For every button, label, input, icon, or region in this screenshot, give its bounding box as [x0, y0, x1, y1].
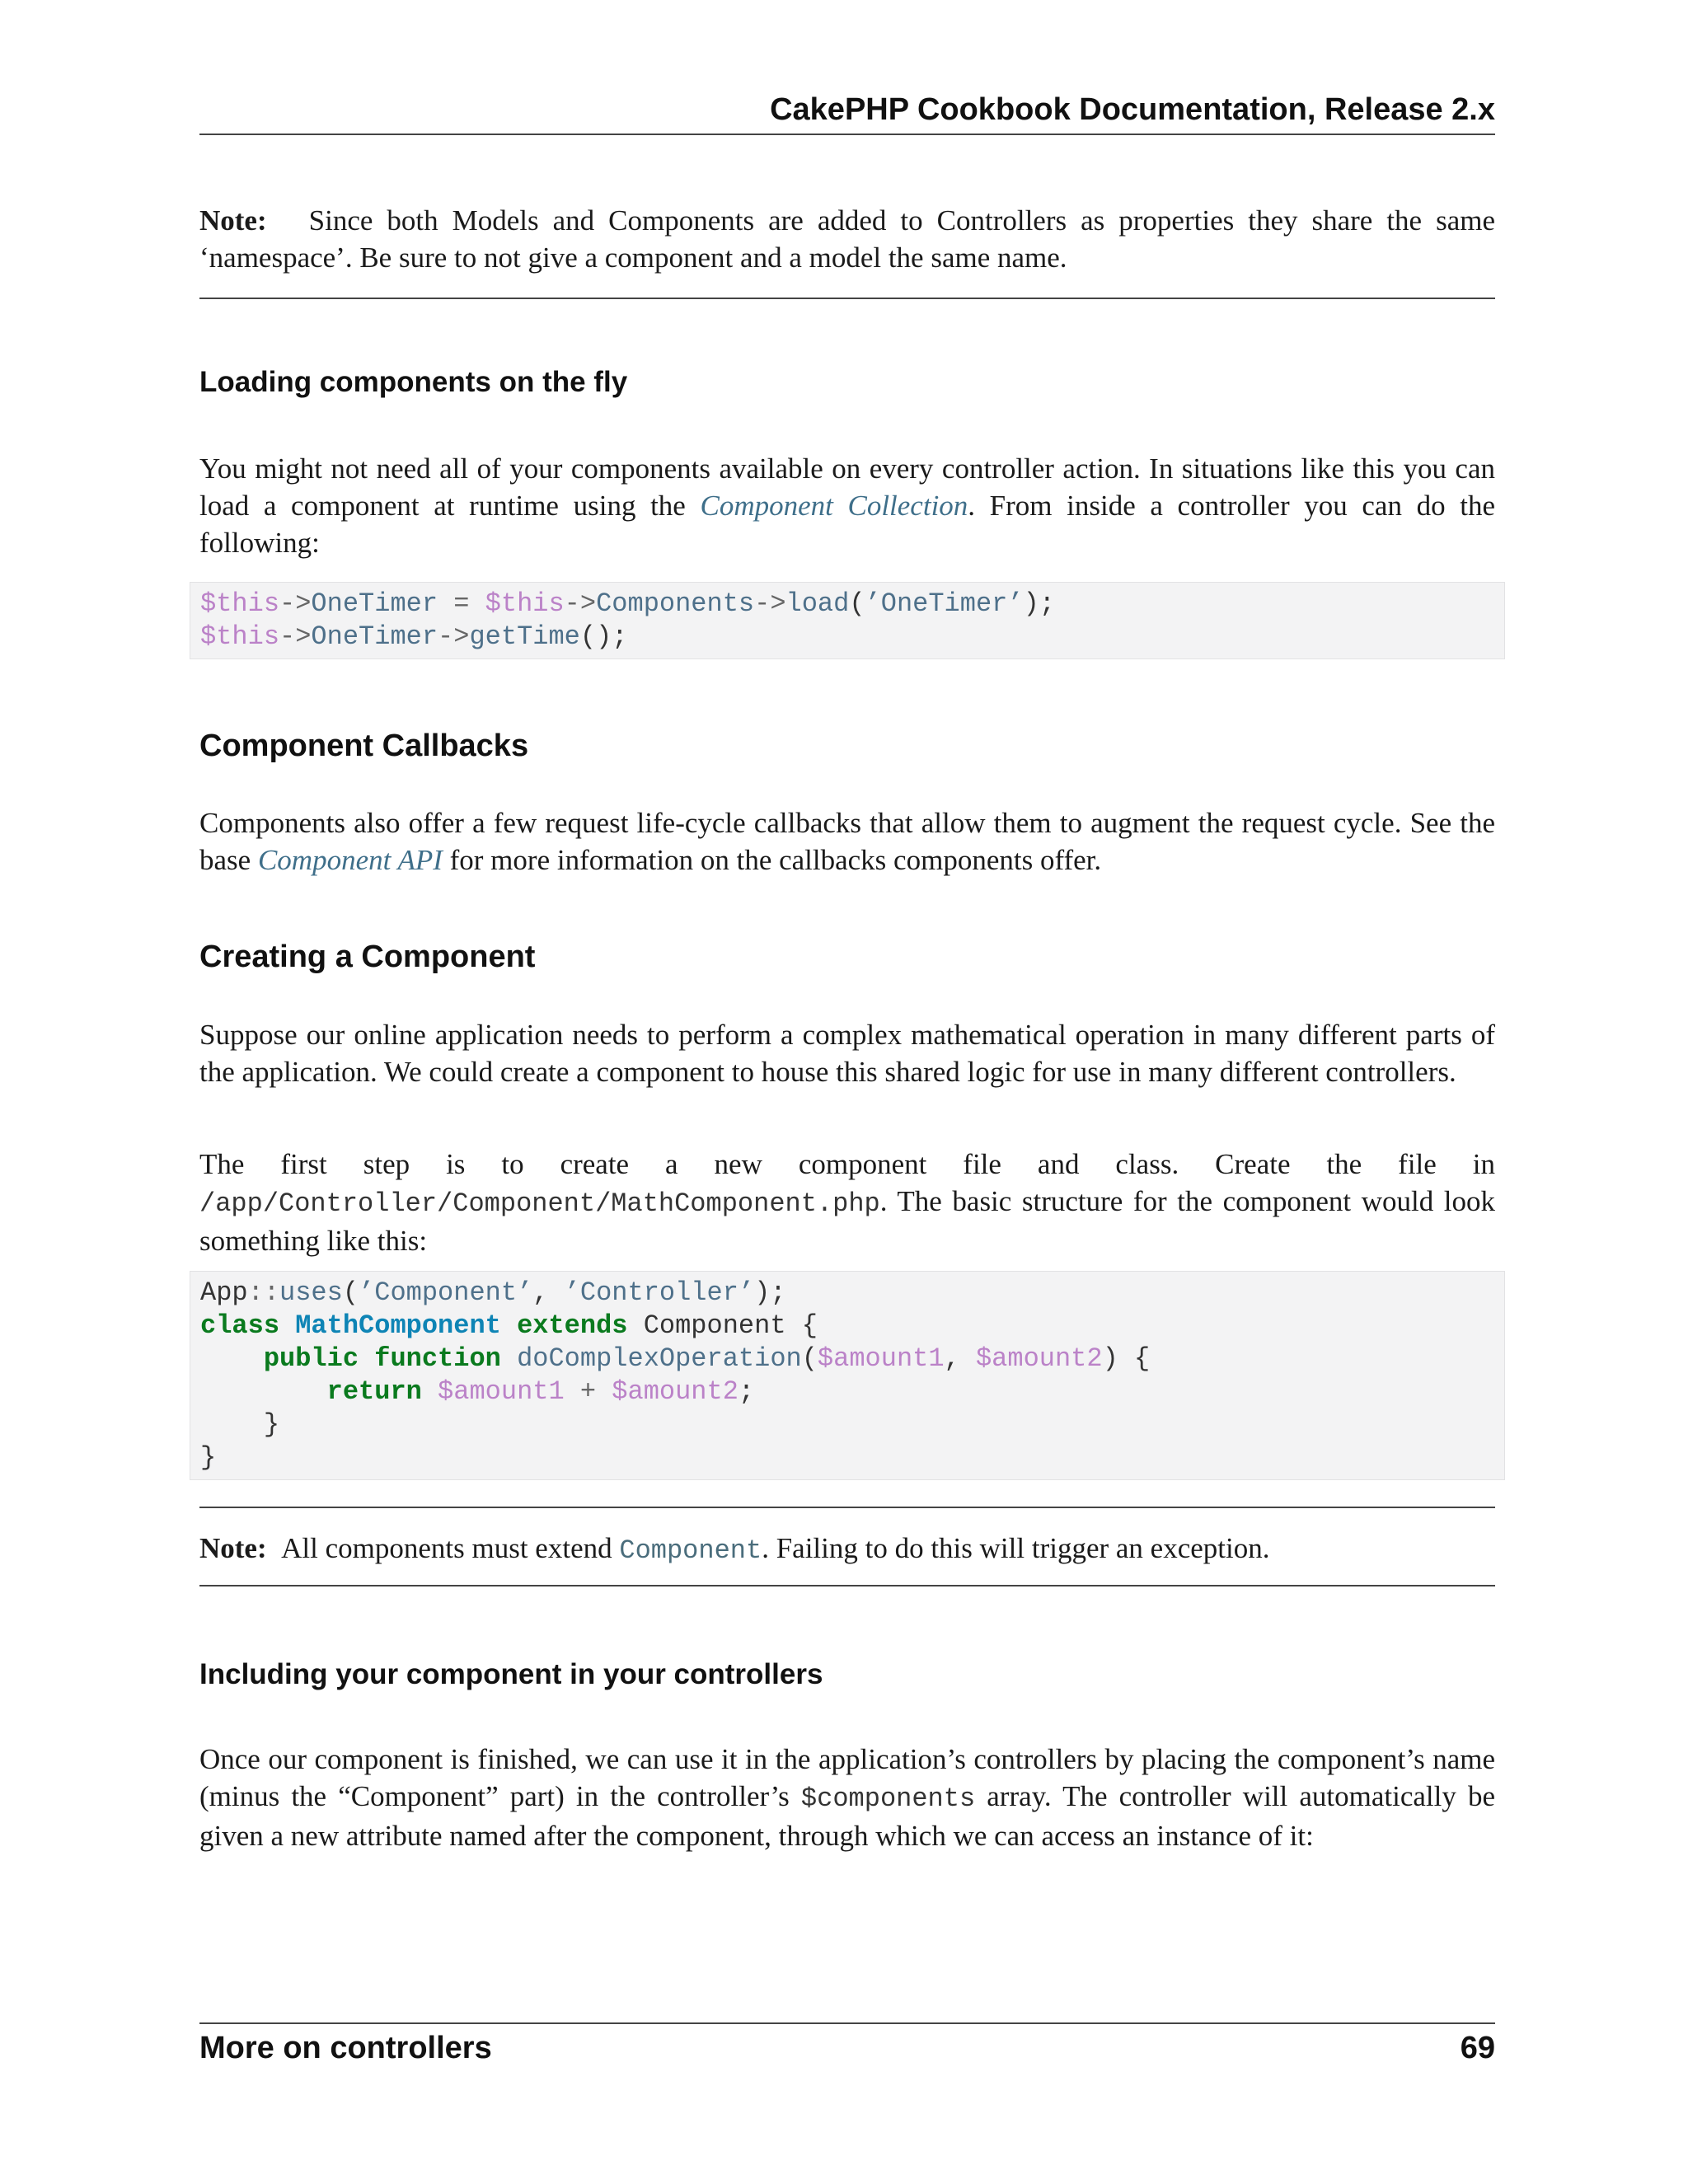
- file-path-code: /app/Controller/Component/MathComponent.php: [199, 1188, 880, 1219]
- note-rule: [199, 298, 1495, 299]
- note-box-extend-component: [199, 1530, 1495, 1569]
- footer-section-title: More on controllers: [199, 2031, 492, 2065]
- paragraph-text: Once our component is finished, we can use it in the application’s controllers by placing the component’s name (minus the “Component” part) in the controller’s: [199, 1743, 1495, 1812]
- note-label: Note:: [199, 204, 267, 237]
- note-text: All components must extend: [281, 1532, 620, 1564]
- component-collection-link[interactable]: Component Collection: [700, 490, 968, 522]
- note-box-namespace: [199, 202, 1495, 276]
- section-heading-including-component: Including your component in your controllers: [199, 1658, 823, 1690]
- section-heading-component-callbacks: Component Callbacks: [199, 729, 529, 763]
- components-array-code: $components: [800, 1783, 976, 1814]
- component-class-code: Component: [619, 1535, 762, 1566]
- running-footer: [199, 2031, 1495, 2066]
- paragraph-creating-steps: [199, 1146, 1495, 1259]
- code-block-math-component: App::uses(’Component’, ’Controller’); class MathComponent extends Component { public function doComplexOperation($amount1, $amount2) { return $amount1 + $amount2; } }: [190, 1271, 1505, 1480]
- paragraph-text: The first step is to create a new component file and class. Create the file in: [199, 1148, 1495, 1180]
- paragraph-text: . From inside a controller you can do the following:: [199, 490, 1495, 559]
- paragraph-text: array. The controller will automatically be given a new attribute named after the component, through which we can access an instance of it:: [199, 1780, 1495, 1852]
- running-header: CakePHP Cookbook Documentation, Release 2.x: [770, 92, 1495, 127]
- paragraph-text: You might not need all of your components available on every controller action. In situations like this you can load a component at runtime using the: [199, 452, 1495, 522]
- footer-rule: [199, 2022, 1495, 2024]
- page-number: 69: [1460, 2031, 1495, 2065]
- paragraph-creating-intro: Suppose our online application needs to perform a complex mathematical operation in many different parts of the application. We could create a component to house this shared logic for use in many different controllers.: [199, 1019, 1495, 1088]
- paragraph-component-callbacks: [199, 804, 1495, 879]
- paragraph-including-component: [199, 1741, 1495, 1854]
- header-rule: [199, 134, 1495, 135]
- paragraph-loading-on-the-fly: [199, 450, 1495, 561]
- code-block-load-component: $this->OneTimer = $this->Components->load(’OneTimer’); $this->OneTimer->getTime();: [190, 582, 1505, 659]
- section-heading-creating-component: Creating a Component: [199, 940, 536, 974]
- paragraph-text: for more information on the callbacks components offer.: [442, 844, 1102, 876]
- note-text: Since both Models and Components are added to Controllers as properties they share the same ‘namespace’. Be sure to not give a component and a model the same name.: [199, 204, 1496, 274]
- section-heading-loading-on-the-fly: Loading components on the fly: [199, 366, 628, 398]
- paragraph-text: . The basic structure for the component would look something like this:: [199, 1185, 1495, 1257]
- note-rule-top: [199, 1507, 1495, 1508]
- note-rule-bottom: [199, 1585, 1495, 1586]
- note-label: Note:: [199, 1532, 267, 1564]
- note-text: . Failing to do this will trigger an exception.: [762, 1532, 1270, 1564]
- component-api-link[interactable]: Component API: [257, 844, 443, 876]
- paragraph-text: Components also offer a few request life-cycle callbacks that allow them to augment the request cycle. See the base: [199, 807, 1495, 876]
